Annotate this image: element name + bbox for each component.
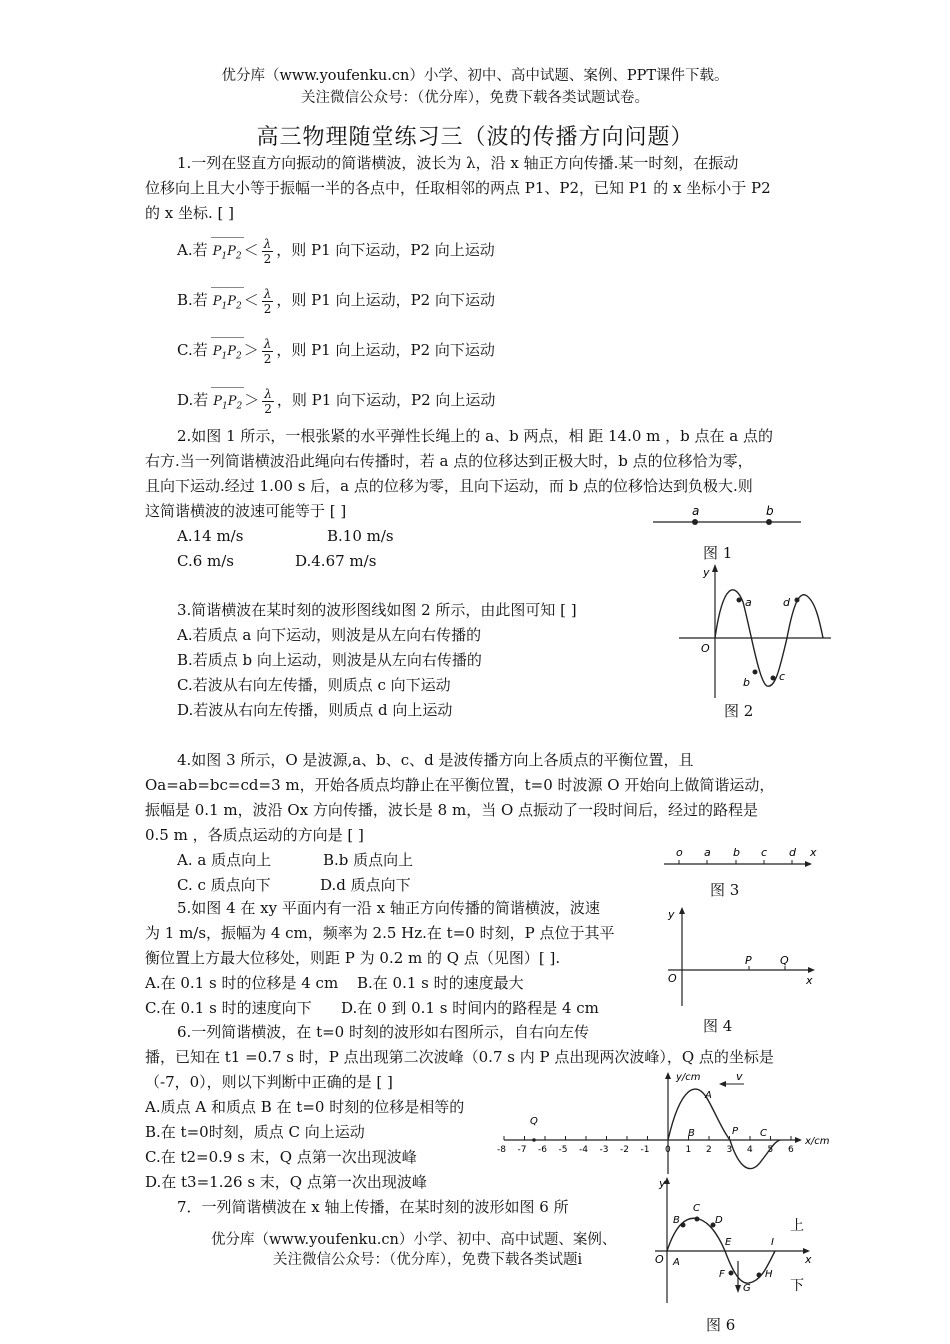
figure-4-axes bbox=[660, 902, 825, 1014]
x-tick-label: -1 bbox=[640, 1145, 650, 1155]
label-q: Q bbox=[780, 954, 789, 967]
label-c: C bbox=[760, 1128, 767, 1139]
figure-3-axis bbox=[660, 842, 825, 876]
q1-option-d bbox=[177, 386, 495, 421]
figure-6-wave bbox=[645, 1175, 820, 1310]
label-p: P bbox=[732, 1126, 739, 1137]
q1-option-d-label: D.若 bbox=[177, 391, 209, 409]
origin-label: O bbox=[655, 1253, 664, 1266]
q2-option-d: D.4.67 m/s bbox=[295, 552, 377, 570]
x-tick-label: -2 bbox=[620, 1145, 629, 1155]
label-q: Q bbox=[530, 1116, 538, 1127]
q1-option-a-tail: ，则 P1 向下运动，P2 向上运动 bbox=[276, 241, 495, 259]
label-o: o bbox=[676, 846, 683, 859]
x-tick-label: 4 bbox=[747, 1145, 753, 1155]
label-p: P bbox=[745, 954, 752, 967]
q4-option-d: D.d 质点向下 bbox=[320, 876, 411, 894]
label-a: A bbox=[705, 1090, 712, 1101]
x-tick-label: 6 bbox=[788, 1145, 794, 1155]
figure-5-wave bbox=[497, 1070, 840, 1178]
x-tick-label: -8 bbox=[497, 1145, 506, 1155]
q1-line2: 位移向上且大小等于振幅一半的各点中，任取相邻的两点 P1、P2，已知 P1 的 x 坐标小于 P2 bbox=[145, 179, 771, 197]
label-d: D bbox=[715, 1215, 723, 1226]
q4-option-b: B.b 质点向上 bbox=[323, 851, 414, 869]
velocity-label: v bbox=[736, 1070, 743, 1083]
q5-line3: 衡位置上方最大位移处，则距 P 为 0.2 m 的 Q 点（见图）[ ]. bbox=[145, 949, 561, 967]
label-b: B bbox=[688, 1128, 695, 1139]
greater-than: ＞ bbox=[243, 341, 259, 359]
x-tick-label: -3 bbox=[599, 1145, 609, 1155]
lambda-over-2: $\frac{\lambda}{2}$ bbox=[263, 236, 272, 266]
q2-line1: 2.如图 1 所示，一根张紧的水平弹性长绳上的 a、b 两点，相 距 14.0 m ，b 点在 a 点的 bbox=[177, 427, 774, 445]
point-b bbox=[753, 670, 758, 675]
x-tick-label: 3 bbox=[726, 1145, 733, 1155]
segment-p1p2: $P_1P_2$ bbox=[211, 237, 244, 271]
figure-3-caption: 图 3 bbox=[710, 881, 740, 899]
q1-option-b-label: B.若 bbox=[177, 291, 208, 309]
q7-line1: 7．一列简谐横波在 x 轴上传播，在某时刻的波形如图 6 所 bbox=[177, 1198, 569, 1216]
label-down: 下 bbox=[790, 1278, 804, 1294]
figure-1-rope bbox=[645, 500, 810, 540]
point-d bbox=[795, 598, 800, 603]
page-title: 高三物理随堂练习三（波的传播方向问题） bbox=[256, 125, 694, 150]
site-header-line1: 优分库（www.youfenku.cn）小学、初中、高中试题、案例、PPT课件下载。 bbox=[221, 68, 729, 84]
label-c: C bbox=[693, 1203, 700, 1214]
figure-6-caption: 图 6 bbox=[706, 1316, 736, 1334]
axis-y-label: y/cm bbox=[676, 1072, 701, 1083]
less-than: ＜ bbox=[243, 241, 259, 259]
label-b: B bbox=[673, 1215, 680, 1226]
axis-y-label: y bbox=[659, 1177, 666, 1190]
segment-p1p2: $P_1P_2$ bbox=[211, 287, 244, 321]
q4-line3: 振幅是 0.1 m，波沿 Ox 方向传播，波长是 8 m，当 O 点振动了一段时间后，经过的路程是 bbox=[145, 801, 759, 819]
point-a bbox=[692, 519, 698, 525]
q3-option-b: B.若质点 b 向上运动，则波是从左向右传播的 bbox=[177, 651, 482, 669]
label-b: b bbox=[733, 846, 740, 859]
label-d: d bbox=[783, 596, 790, 609]
label-a: a bbox=[704, 846, 711, 859]
q5-line2: 为 1 m/s，振幅为 4 cm，频率为 2.5 Hz.在 t=0 时刻，P 点位于其平 bbox=[145, 924, 615, 942]
label-a: A bbox=[673, 1257, 680, 1268]
axis-x-label: x bbox=[805, 1253, 812, 1266]
q1-option-a bbox=[177, 236, 495, 271]
label-a: a bbox=[692, 504, 700, 518]
q4-line2: Oa=ab=bc=cd=3 m，开始各质点均静止在平衡位置，t=0 时波源 O 开始向上做简谐运动， bbox=[145, 776, 775, 794]
q1-option-c-label: C.若 bbox=[177, 341, 208, 359]
point-c bbox=[771, 676, 776, 681]
axis-y-label: y bbox=[703, 566, 710, 579]
x-tick-label: -5 bbox=[558, 1145, 568, 1155]
point-b bbox=[766, 519, 772, 525]
q3-option-a: A.若质点 a 向下运动，则波是从左向右传播的 bbox=[177, 626, 482, 644]
figure-4-caption: 图 4 bbox=[703, 1017, 733, 1035]
q1-line1: 1.一列在竖直方向振动的简谐横波，波长为 λ，沿 x 轴正方向传播.某一时刻，在振动 bbox=[177, 154, 739, 172]
lambda-over-2: $\frac{\lambda}{2}$ bbox=[264, 386, 272, 416]
label-h: H bbox=[765, 1269, 773, 1280]
label-x: x bbox=[810, 846, 817, 859]
q2-line4: 这简谐横波的波速可能等于 [ ] bbox=[145, 502, 347, 520]
label-a: a bbox=[745, 596, 752, 609]
point-q bbox=[532, 1138, 536, 1142]
q4-option-c: C. c 质点向下 bbox=[177, 876, 271, 894]
less-than: ＜ bbox=[243, 291, 259, 309]
site-footer-line1: 优分库（www.youfenku.cn）小学、初中、高中试题、案例、 bbox=[211, 1232, 617, 1248]
q4-line1: 4.如图 3 所示，O 是波源,a、b、c、d 是波传播方向上各质点的平衡位置，且 bbox=[177, 751, 694, 769]
q3-option-d: D.若波从右向左传播，则质点 d 向上运动 bbox=[177, 701, 453, 719]
label-up: 上 bbox=[790, 1218, 804, 1234]
x-tick-label: 2 bbox=[706, 1145, 712, 1155]
site-header-line2: 关注微信公众号：（优分库），免费下载各类试题试卷。 bbox=[301, 90, 649, 106]
x-tick-label: 1 bbox=[685, 1145, 692, 1155]
label-c: c bbox=[761, 846, 768, 859]
q6-option-a: A.质点 A 和质点 B 在 t=0 时刻的位移是相等的 bbox=[145, 1098, 465, 1116]
q2-option-c: C.6 m/s bbox=[177, 552, 234, 570]
q1-option-b-tail: ，则 P1 向上运动，P2 向下运动 bbox=[276, 291, 495, 309]
q3-option-c: C.若波从右向左传播，则质点 c 向下运动 bbox=[177, 676, 451, 694]
q6-line1: 6.一列简谐横波，在 t=0 时刻的波形如右图所示，自右向左传 bbox=[177, 1023, 589, 1041]
q1-option-a-label: A.若 bbox=[177, 241, 208, 259]
segment-p1p2: $P_1P_2$ bbox=[211, 387, 244, 421]
label-e: E bbox=[725, 1237, 732, 1248]
q6-line3: （-7，0），则以下判断中正确的是 [ ] bbox=[145, 1073, 393, 1091]
q2-line2: 右方.当一列简谐横波沿此绳向右传播时，若 a 点的位移达到正极大时，b 点的位移恰为零， bbox=[145, 452, 753, 470]
q4-line4: 0.5 m ，各质点运动的方向是 [ ] bbox=[145, 826, 364, 844]
greater-than: ＞ bbox=[244, 391, 260, 409]
segment-p1p2: $P_1P_2$ bbox=[211, 337, 244, 371]
q6-line2: 播，已知在 t1 =0.7 s 时，P 点出现第二次波峰（0.7 s 内 P 点出现两次波峰），Q 点的坐标是 bbox=[145, 1048, 774, 1066]
figure-1-caption: 图 1 bbox=[703, 544, 733, 562]
label-b: b bbox=[743, 676, 750, 689]
lambda-over-2: $\frac{\lambda}{2}$ bbox=[263, 286, 272, 316]
q4-option-a: A. a 质点向上 bbox=[177, 851, 272, 869]
axis-x-label: x/cm bbox=[805, 1136, 830, 1147]
label-g: G bbox=[743, 1283, 751, 1294]
q5-line1: 5.如图 4 在 xy 平面内有一沿 x 轴正方向传播的简谐横波，波速 bbox=[177, 899, 600, 917]
q6-option-c: C.在 t2=0.9 s 末，Q 点第一次出现波峰 bbox=[145, 1148, 417, 1166]
site-footer-line2: 关注微信公众号：（优分库），免费下载各类试题i bbox=[273, 1252, 583, 1268]
q1-option-d-tail: ，则 P1 向下运动，P2 向上运动 bbox=[276, 391, 496, 409]
q6-option-d: D.在 t3=1.26 s 末，Q 点第一次出现波峰 bbox=[145, 1173, 427, 1191]
label-f: F bbox=[719, 1269, 725, 1280]
figure-2-caption: 图 2 bbox=[724, 702, 754, 720]
point-a bbox=[737, 598, 742, 603]
label-i: I bbox=[771, 1237, 774, 1248]
x-tick-label: -7 bbox=[517, 1145, 527, 1155]
origin-label: O bbox=[668, 972, 677, 985]
q6-option-b: B.在 t=0时刻，质点 C 向上运动 bbox=[145, 1123, 365, 1141]
x-tick-label: -4 bbox=[579, 1145, 588, 1155]
q5-option-c: C.在 0.1 s 时的速度向下 bbox=[145, 999, 312, 1017]
label-b: b bbox=[766, 504, 774, 518]
q1-option-c bbox=[177, 336, 495, 371]
axis-x-label: x bbox=[806, 974, 813, 987]
figure-2-wave bbox=[675, 562, 835, 702]
q1-option-b bbox=[177, 286, 495, 321]
x-tick-label: -6 bbox=[538, 1145, 547, 1155]
q2-option-a: A.14 m/s bbox=[177, 527, 244, 545]
x-tick-label: 0 bbox=[665, 1145, 671, 1155]
x-tick-label: 5 bbox=[767, 1145, 774, 1155]
q2-option-b: B.10 m/s bbox=[327, 527, 394, 545]
q1-option-c-tail: ，则 P1 向上运动，P2 向下运动 bbox=[276, 341, 495, 359]
q2-line3: 且向下运动.经过 1.00 s 后，a 点的位移为零，且向下运动，而 b 点的位移恰达到负极大.则 bbox=[145, 477, 753, 495]
label-c: c bbox=[779, 670, 786, 683]
q5-option-b: B.在 0.1 s 时的速度最大 bbox=[357, 974, 524, 992]
axis-y-label: y bbox=[668, 908, 675, 921]
q5-option-a: A.在 0.1 s 时的位移是 4 cm bbox=[145, 974, 339, 992]
origin-label: O bbox=[701, 642, 710, 655]
label-d: d bbox=[789, 846, 796, 859]
lambda-over-2: $\frac{\lambda}{2}$ bbox=[263, 336, 272, 366]
q5-option-d: D.在 0 到 0.1 s 时间内的路程是 4 cm bbox=[341, 999, 599, 1017]
q3-line1: 3.简谐横波在某时刻的波形图线如图 2 所示，由此图可知 [ ] bbox=[177, 601, 577, 619]
q1-line3: 的 x 坐标. [ ] bbox=[145, 204, 235, 222]
